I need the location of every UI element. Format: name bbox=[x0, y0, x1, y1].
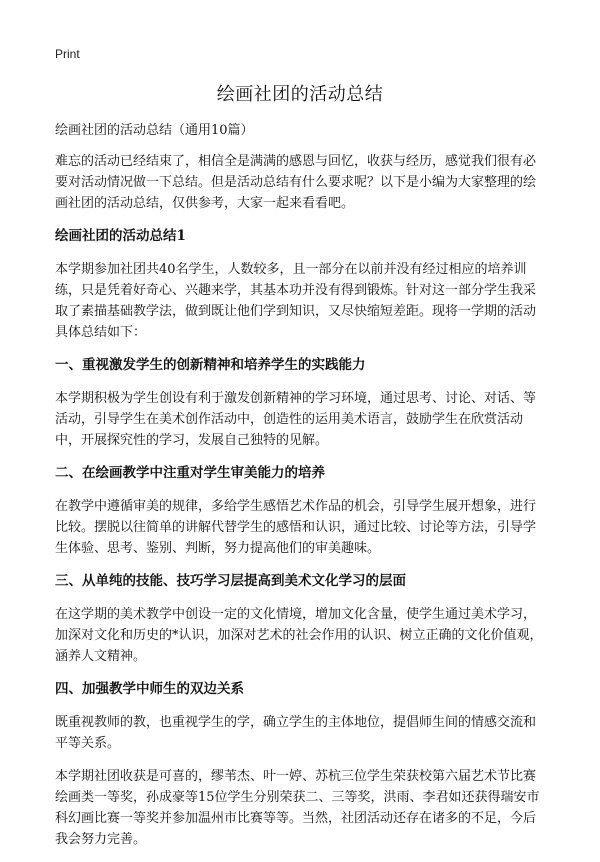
document-body bbox=[55, 120, 545, 862]
point-heading-1: 一、重视激发学生的创新精神和培养学生的实践能力 bbox=[55, 357, 366, 373]
point-heading-3: 三、从单纯的技能、技巧学习层提高到美术文化学习的层面 bbox=[55, 573, 406, 589]
section-paragraph: 本学期参加社团共40名学生，人数较多，且一部分在以前并没有经过相应的培养训练，只是凭着好奇心、兴趣来学，其基本功并没有得到锻炼。针对这一部分学生我采取了素描基础教学法，做到既让他们学到知识，又尽快缩短差距。现将一学期的活动具体总结如下： bbox=[55, 262, 537, 340]
point-heading-2: 二、在绘画教学中注重对学生审美能力的培养 bbox=[55, 465, 325, 481]
point-paragraph-4: 既重视教师的教，也重视学生的学，确立学生的主体地位，提倡师生间的情感交流和平等关系。 bbox=[55, 715, 537, 751]
section-heading: 绘画社团的活动总结1 bbox=[55, 228, 186, 244]
document-subtitle: 绘画社团的活动总结（通用10篇） bbox=[55, 123, 254, 138]
point-heading-4: 四、加强教学中师生的双边关系 bbox=[55, 681, 244, 697]
intro-paragraph: 难忘的活动已经结束了，相信全是满满的感恩与回忆，收获与经历，感觉我们很有必要对活动情况做一下总结。但是活动总结有什么要求呢？以下是小编为大家整理的绘画社团的活动总结，仅供参考，大家一起来看看吧。 bbox=[55, 154, 537, 211]
point-paragraph-1: 本学期积极为学生创设有利于激发创新精神的学习环境，通过思考、讨论、对话、等活动，引导学生在美术创作活动中，创造性的运用美术语言，鼓励学生在欣赏活动中，开展探究性的学习，发展自己独特的见解。 bbox=[55, 391, 537, 448]
point-paragraph-2: 在教学中遵循审美的规律，多给学生感悟艺术作品的机会，引导学生展开想象，进行比较。摆脱以往简单的讲解代替学生的感悟和认识，通过比较、讨论等方法，引导学生体验、思考、鉴别、判断，努力提高他们的审美趣味。 bbox=[55, 499, 537, 556]
page-title: 绘画社团的活动总结 bbox=[216, 84, 384, 105]
print-link[interactable]: Print bbox=[55, 47, 80, 61]
closing-paragraph: 本学期社团收获是可喜的，缪苇杰、叶一婷、苏杭三位学生荣获校第六届艺术节比赛绘画类一等奖，孙成豪等15位学生分别荣获二、三等奖，洪雨、李君如还获得瑞安市科幻画比赛一等奖并参加温州市比赛等等。当然，社团活动还存在诸多的不足，今后我会努力完善。 bbox=[55, 769, 540, 847]
point-paragraph-3: 在这学期的美术教学中创设一定的文化情境，增加文化含量，使学生通过美术学习，加深对文化和历史的*认识，加深对艺术的社会作用的认识、树立正确的文化价值观，涵养人文精神。 bbox=[55, 607, 543, 664]
